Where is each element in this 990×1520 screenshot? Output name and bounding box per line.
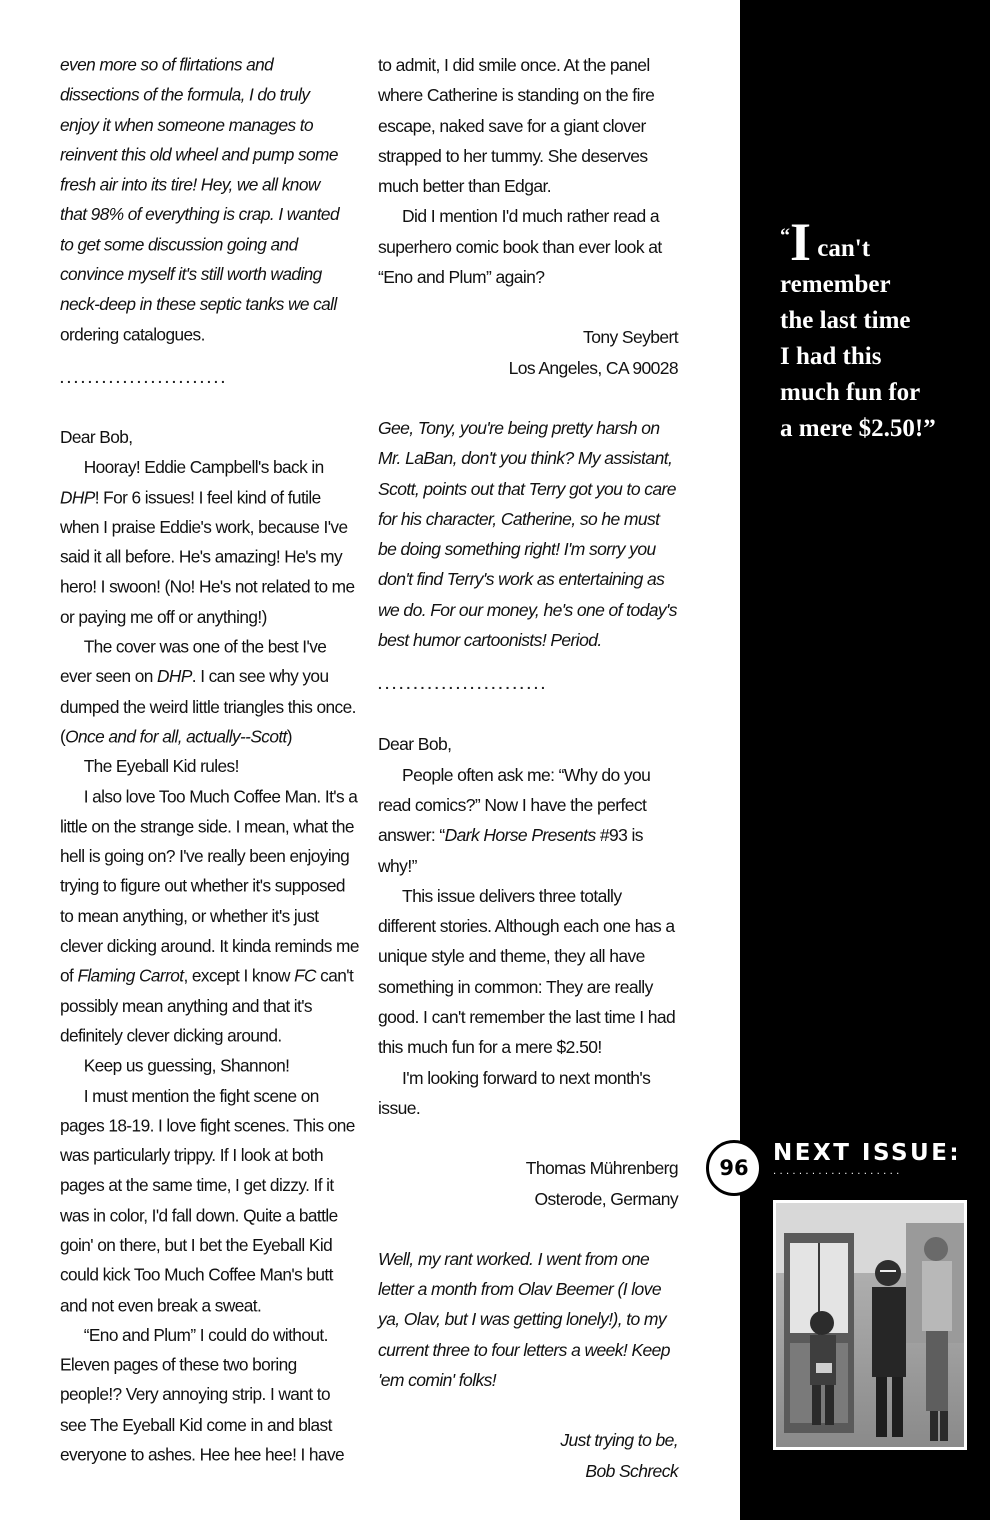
text-line: ordering catalogues. bbox=[60, 324, 205, 345]
pull-quote-line: remember bbox=[780, 271, 891, 298]
page-number-badge: 96 bbox=[706, 1140, 762, 1196]
letter-paragraph bbox=[60, 452, 360, 632]
editor-note: Once and for all, actually--Scott bbox=[65, 726, 287, 747]
sign-off-name: Bob Schreck bbox=[585, 1460, 678, 1481]
drop-letter: I bbox=[790, 212, 812, 272]
pull-quote-line: a mere $2.50!” bbox=[780, 415, 936, 442]
letter-paragraph: I'm looking forward to next month's issue. bbox=[378, 1067, 651, 1118]
signature-location: Los Angeles, CA 90028 bbox=[508, 357, 678, 378]
title-emphasis: Dark Horse Presents bbox=[444, 825, 596, 846]
text-line: enjoy it when someone manages to bbox=[60, 114, 313, 135]
paragraph-text: . I can see why you dumped the weird little triangles this once. ( bbox=[60, 666, 356, 747]
letters-column-left bbox=[60, 50, 360, 1470]
paragraph-text: I also love Too Much Coffee Man. It's a little on the strange side. I mean, what the hell is going on? I've really been enjoying trying to figure out whether it's supposed to mean anything, or whether it's just clever dicking around. It kinda reminds me of bbox=[60, 786, 359, 986]
sign-off: Just trying to be, bbox=[560, 1430, 678, 1451]
letter-paragraph bbox=[378, 760, 678, 881]
next-issue-cover-photo bbox=[773, 1200, 967, 1450]
title-emphasis: FC bbox=[294, 965, 316, 986]
letter-paragraph: I must mention the fight scene on pages 18-19. I love fight scenes. This one was particularly trippy. If I look at both pages at the same time, I get dizzy. If it was in color, I'd fall down. Quite a battle goin' on there, but I bet the Eyeball Kid could kick Too Much Coffee Man's butt and not even break a sweat. bbox=[60, 1085, 355, 1315]
paragraph-text: #93 is why!” bbox=[378, 825, 643, 876]
paragraph-text: ! For 6 issues! I feel kind of futile when I praise Eddie's work, because I've said it all before. He's amazing! He's my hero! I swoon! (No! He's not related to me or paying me off or anything!) bbox=[60, 487, 355, 627]
text-line: that 98% of everything is crap. I wanted bbox=[60, 204, 339, 225]
section-separator: ........................ bbox=[378, 676, 549, 693]
paragraph-text: , except I know bbox=[183, 965, 290, 986]
pull-quote-line bbox=[780, 212, 980, 272]
letter-paragraph: This issue delivers three totally different stories. Although each one has a unique style and theme, they all have something in common: They are really good. I can't remember the last time I had this much fun for a mere $2.50! bbox=[378, 885, 676, 1058]
paragraph-text: People often ask me: “Why do you read comics?” Now I have the perfect answer: “ bbox=[378, 764, 651, 846]
pull-quote-line: the last time bbox=[780, 307, 911, 334]
pull-quote-text: can't bbox=[811, 235, 871, 262]
title-emphasis: Flaming Carrot bbox=[77, 965, 184, 986]
pull-quote-line: I had this bbox=[780, 343, 882, 370]
letter-paragraph bbox=[60, 781, 360, 1050]
text-line: to get some discussion going and bbox=[60, 234, 298, 255]
editor-reply: Well, my rant worked. I went from one letter a month from Olav Beemer (I love ya, Olav, but I was getting lonely!), to my current three to four letters a week! Keep 'em comin' folks! bbox=[378, 1248, 670, 1390]
quote-mark: “ bbox=[780, 225, 790, 247]
signature-name: Thomas Mührenberg bbox=[525, 1158, 678, 1179]
paragraph-text: The cover was one of the best I've ever seen on bbox=[60, 636, 327, 687]
street-scene-illustration bbox=[776, 1203, 964, 1447]
title-emphasis: DHP bbox=[157, 666, 192, 687]
paragraph-text: Hooray! Eddie Campbell's back in bbox=[83, 457, 324, 477]
letter-paragraph bbox=[60, 632, 360, 752]
letter-paragraph: The Eyeball Kid rules! bbox=[83, 756, 239, 777]
letter-continuation bbox=[60, 50, 360, 319]
text-line: dissections of the formula, I do truly bbox=[60, 84, 310, 105]
text-line: fresh air into its tire! Hey, we all know bbox=[60, 174, 320, 195]
title-emphasis: DHP bbox=[60, 487, 95, 507]
paragraph-text: ) bbox=[286, 726, 292, 747]
text-line: neck-deep in these septic tanks we call bbox=[60, 294, 337, 315]
editor-reply: Gee, Tony, you're being pretty harsh on Mr. LaBan, don't you think? My assistant, Scott, points out that Terry got you to care for his character, Catherine, so he must be doing something right! I'm sorry you don't find Terry's work as entertaining as we do. For our money, he's one of today's best humor cartoonists! Period. bbox=[378, 417, 677, 651]
salutation: Dear Bob, bbox=[378, 734, 452, 755]
text-line: convince myself it's still worth wading bbox=[60, 264, 322, 285]
letters-column-middle bbox=[378, 50, 678, 1486]
signature-location: Osterode, Germany bbox=[534, 1188, 678, 1209]
salutation: Dear Bob, bbox=[60, 427, 133, 448]
pull-quote bbox=[780, 212, 980, 447]
text-line: even more so of flirtations and bbox=[60, 54, 274, 75]
section-separator: ........................ bbox=[60, 369, 229, 386]
pull-quote-line: much fun for bbox=[780, 379, 921, 406]
next-issue-heading: NEXT ISSUE: bbox=[773, 1140, 962, 1166]
letter-paragraph: “Eno and Plum” I could do without. Eleven pages of these two boring people!? Very annoying strip. I want to see The Eyeball Kid come in and blast everyone to ashes. Hee hee hee! I have bbox=[60, 1325, 345, 1465]
text-line: reinvent this old wheel and pump some bbox=[60, 144, 338, 165]
signature-name: Tony Seybert bbox=[583, 327, 678, 348]
paragraph-text: can't possibly mean anything and that it's definitely clever dicking around. bbox=[60, 965, 354, 1046]
heading-dots: .................... bbox=[773, 1166, 903, 1177]
letter-paragraph: to admit, I did smile once. At the panel where Catherine is standing on the fire escape, naked save for a giant clover strapped to her tummy. She deserves much better than Edgar. bbox=[378, 55, 655, 197]
letter-paragraph: Keep us guessing, Shannon! bbox=[83, 1055, 290, 1076]
letter-paragraph: Did I mention I'd much rather read a superhero comic book than ever look at “Eno and Plum” again? bbox=[378, 206, 662, 288]
